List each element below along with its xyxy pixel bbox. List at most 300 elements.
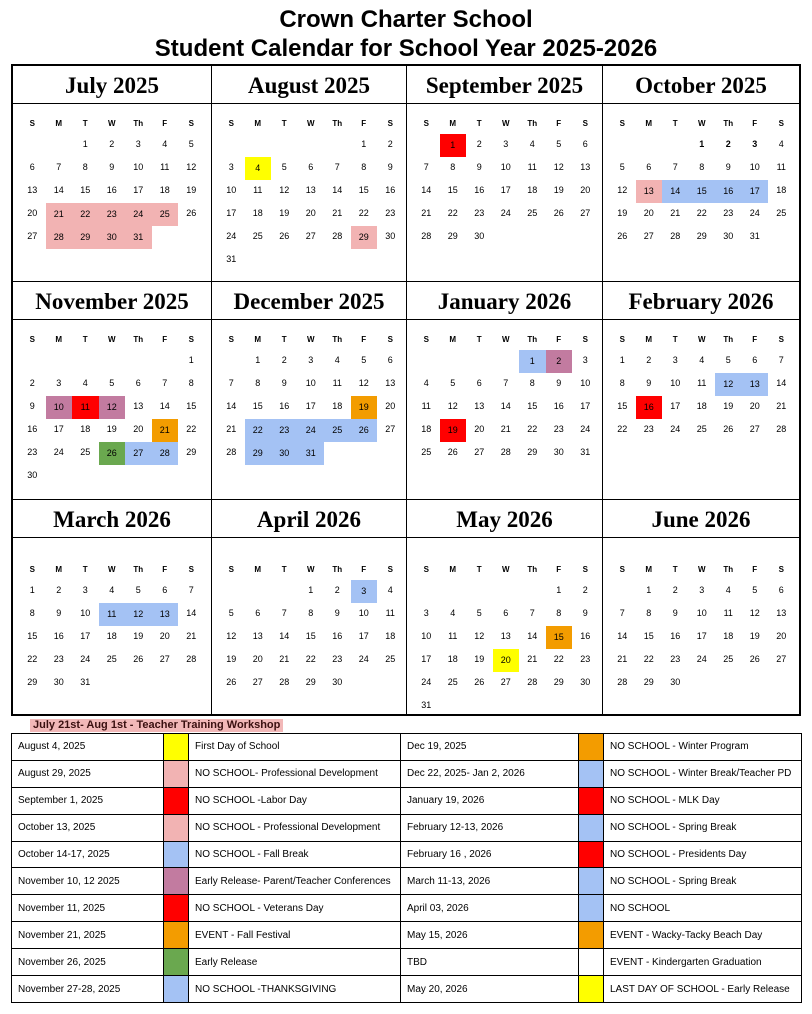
calendar-day: 18 [527,185,538,195]
calendar-day: 23 [27,447,38,457]
month-may-2026 [407,500,603,714]
calendar-day: 30 [670,677,681,687]
calendar-day: 23 [271,419,298,442]
weekday-label: S [778,565,784,574]
calendar-day: 18 [252,208,263,218]
legend-date: November 27-28, 2025 [12,976,164,1003]
weekday-label: Th [723,119,734,128]
calendar-day: 27 [643,231,654,241]
calendar-day: 5 [752,585,758,595]
calendar-day: 18 [776,185,787,195]
calendar-day: 21 [421,208,432,218]
calendar-day: 21 [46,203,73,226]
weekday-label: Th [723,565,734,574]
calendar-day: 28 [226,447,237,457]
calendar-day: 9 [109,162,115,172]
legend-color-swatch [579,841,604,868]
calendar-day: 3 [503,139,509,149]
calendar-day: 28 [776,424,787,434]
calendar-day: 25 [252,231,263,241]
weekday-label: T [476,565,482,574]
calendar-day: 22 [643,654,654,664]
weekday-label: S [228,119,234,128]
calendar-day: 7 [162,378,168,388]
calendar-day: 20 [27,208,38,218]
legend-description: Early Release [189,949,401,976]
calendar-day: 28 [617,677,628,687]
legend-color-swatch [164,976,189,1003]
calendar-day: 29 [527,447,538,457]
calendar-day: 22 [553,654,564,664]
legend-date: May 15, 2026 [401,922,579,949]
calendar-day: 9 [582,608,588,618]
legend-color-swatch [164,868,189,895]
weekday-label: W [501,335,510,344]
weekday-label: M [645,565,653,574]
calendar-day: 17 [742,180,769,203]
month-title: June 2026 [603,500,799,538]
legend-date: August 4, 2025 [12,734,164,761]
calendar-day: 1 [29,585,35,595]
weekday-label: M [55,119,63,128]
calendar-day: 20 [580,185,591,195]
calendar-day: 24 [580,424,591,434]
legend-row [12,949,802,976]
calendar-day: 10 [696,608,707,618]
legend-description: NO SCHOOL - Professional Development [189,814,401,841]
calendar-day: 19 [723,401,734,411]
calendar-day: 7 [334,162,340,172]
legend-date: October 14-17, 2025 [12,841,164,868]
legend-row [12,734,802,761]
calendar-day: 23 [723,208,734,218]
month-title: November 2025 [13,282,211,320]
calendar-day: 17 [670,401,681,411]
legend-date: April 03, 2026 [401,895,579,922]
legend-row [12,868,802,895]
month-title: April 2026 [212,500,406,538]
calendar-day: 24 [670,424,681,434]
legend-color-swatch [164,760,189,787]
calendar-day: 9 [281,378,287,388]
legend-color-swatch [579,976,604,1003]
calendar-day: 19 [106,424,117,434]
calendar-day: 15 [643,631,654,641]
legend-description: NO SCHOOL - Veterans Day [189,895,401,922]
calendar-day: 16 [474,185,485,195]
calendar-day: 22 [27,654,38,664]
calendar-day: 30 [332,677,343,687]
legend-color-swatch [164,787,189,814]
calendar-day: 26 [553,208,564,218]
month-title: January 2026 [407,282,602,320]
calendar-day: 1 [619,355,625,365]
calendar-day: 15 [27,631,38,641]
calendar-day: 20 [474,424,485,434]
calendar-day: 5 [725,355,731,365]
calendar-day: 8 [619,378,625,388]
calendar-day: 17 [696,631,707,641]
calendar-day: 24 [358,654,369,664]
calendar-day: 19 [553,185,564,195]
calendar-day: 23 [332,654,343,664]
calendar-day: 7 [56,162,62,172]
calendar-day: 8 [188,378,194,388]
calendar-day: 4 [162,139,168,149]
calendar-day: 10 [421,631,432,641]
calendar-day: 13 [580,162,591,172]
calendar-day: 25 [324,419,351,442]
calendar-day: 18 [385,631,396,641]
calendar-day: 29 [447,231,458,241]
calendar-day: 2 [56,585,62,595]
calendar-day: 10 [670,378,681,388]
calendar-day: 7 [188,585,194,595]
calendar-day: 1 [699,139,705,149]
calendar-day: 7 [778,355,784,365]
weekday-label: F [361,565,367,574]
calendar-day: 8 [699,162,705,172]
calendar-day: 19 [749,631,760,641]
month-title: August 2025 [212,66,406,104]
calendar-day: 30 [53,677,64,687]
legend-date: October 13, 2025 [12,814,164,841]
calendar-day: 13 [252,631,263,641]
calendar-day: 10 [80,608,91,618]
calendar-day: 29 [643,677,654,687]
legend-description: NO SCHOOL - Fall Break [189,841,401,868]
calendar-day: 28 [670,231,681,241]
calendar-day: 12 [226,631,237,641]
calendar-day: 18 [159,185,170,195]
legend-row [12,814,802,841]
calendar-day: 22 [617,424,628,434]
calendar-day: 9 [646,378,652,388]
weekday-label: S [619,335,625,344]
month-february-2026 [603,282,799,500]
month-december-2025 [212,282,407,500]
calendar-day: 26 [99,442,126,465]
calendar-day: 28 [500,447,511,457]
calendar-day: 14 [527,631,538,641]
calendar-day: 18 [696,401,707,411]
calendar-day: 17 [133,185,144,195]
calendar-day: 2 [387,139,393,149]
calendar-day: 27 [252,677,263,687]
calendar-day: 9 [387,162,393,172]
legend-color-swatch [164,814,189,841]
calendar-day: 8 [556,608,562,618]
month-april-2026 [212,500,407,714]
calendar-day: 8 [255,378,261,388]
calendar-day: 26 [474,677,485,687]
weekday-label: W [107,335,116,344]
calendar-day: 28 [421,231,432,241]
weekday-label: S [582,335,588,344]
calendar-day: 8 [450,162,456,172]
calendar-day: 10 [749,162,760,172]
calendar-day: 30 [553,447,564,457]
calendar-day: 21 [776,401,787,411]
weekday-label: Th [723,335,734,344]
calendar-day: 2 [334,585,340,595]
calendar-day: 15 [617,401,628,411]
calendar-day: 30 [580,677,591,687]
weekday-label: F [752,119,758,128]
calendar-day: 24 [421,677,432,687]
calendar-day: 30 [723,231,734,241]
calendar-day: 17 [226,208,237,218]
legend-color-swatch [579,814,604,841]
calendar-day: 21 [279,654,290,664]
month-title: December 2025 [212,282,406,320]
calendar-day: 25 [152,203,179,226]
calendar-day: 11 [421,401,431,411]
weekday-label: S [387,565,393,574]
weekday-label: S [619,119,625,128]
weekday-label: W [306,119,315,128]
calendar-day: 18 [80,424,91,434]
legend-description: EVENT - Kindergarten Graduation [604,949,802,976]
calendar-day: 29 [305,677,316,687]
calendar-day: 27 [776,654,787,664]
legend-date: November 10, 12 2025 [12,868,164,895]
calendar-day: 10 [305,378,316,388]
calendar-day: 15 [358,185,369,195]
calendar-day: 2 [281,355,287,365]
weekday-label: W [107,565,116,574]
calendar-day: 1 [308,585,314,595]
calendar-day: 31 [749,231,760,241]
calendar-day: 3 [582,355,588,365]
weekday-label: M [645,119,653,128]
calendar-day: 26 [133,654,144,664]
calendar-day: 18 [106,631,117,641]
month-title: May 2026 [407,500,602,538]
legend-description: NO SCHOOL [604,895,802,922]
weekday-label: T [672,565,678,574]
weekday-label: S [228,335,234,344]
calendar-day: 19 [474,654,485,664]
weekday-label: T [476,335,482,344]
calendar-day: 27 [749,424,760,434]
calendar-day: 23 [643,424,654,434]
calendar-day: 7 [423,162,429,172]
calendar-day: 6 [778,585,784,595]
calendar-day: 17 [53,424,64,434]
calendar-day: 27 [125,442,152,465]
calendar-day: 14 [776,378,787,388]
calendar-day: 21 [527,654,538,664]
calendar-day: 19 [186,185,197,195]
month-november-2025 [13,282,212,500]
calendar-day: 5 [361,355,367,365]
calendar-day: 10 [133,162,144,172]
calendar-day: 4 [109,585,115,595]
weekday-label: M [449,119,457,128]
calendar-day: 12 [715,373,742,396]
calendar-day: 11 [72,396,99,419]
calendar-day: 26 [351,419,378,442]
calendar-day: 31 [298,442,325,465]
calendar-day: 9 [725,162,731,172]
calendar-day: 17 [580,401,591,411]
calendar-day: 16 [580,631,591,641]
calendar-day: 8 [646,608,652,618]
weekday-label: T [672,335,678,344]
legend-color-swatch [579,949,604,976]
legend-date: November 11, 2025 [12,895,164,922]
calendar-day: 11 [776,162,786,172]
legend-date: February 12-13, 2026 [401,814,579,841]
calendar-day: 14 [421,185,432,195]
calendar-day: 3 [699,585,705,595]
calendar-day: 12 [553,162,564,172]
legend-description: NO SCHOOL - MLK Day [604,787,802,814]
calendar-day: 30 [474,231,485,241]
calendar-day: 15 [252,401,263,411]
calendar-day: 22 [358,208,369,218]
calendar-day: 12 [474,631,485,641]
legend-description: NO SCHOOL- Professional Development [189,760,401,787]
calendar-day: 16 [106,185,117,195]
calendar-day: 5 [281,162,287,172]
calendar-day: 21 [500,424,511,434]
calendar-day: 9 [476,162,482,172]
calendar-day: 22 [447,208,458,218]
calendar-day: 10 [226,185,237,195]
weekday-label: T [281,119,287,128]
calendar-day: 27 [580,208,591,218]
weekday-label: M [254,335,262,344]
calendar-day: 25 [696,424,707,434]
calendar-day: 13 [27,185,38,195]
month-august-2025 [212,66,407,282]
calendar-day: 16 [279,401,290,411]
calendar-day: 24 [298,419,325,442]
calendar-day: 17 [80,631,91,641]
calendar-day: 18 [421,424,432,434]
calendar-day: 22 [305,654,316,664]
calendar-day: 21 [152,419,179,442]
calendar-day: 8 [308,608,314,618]
calendar-day: 20 [252,654,263,664]
legend-description: NO SCHOOL - Winter Program [604,734,802,761]
month-july-2025 [13,66,212,282]
calendar-day: 16 [332,631,343,641]
calendar-day: 23 [53,654,64,664]
calendar-day: 12 [447,401,458,411]
calendar-day: 6 [308,162,314,172]
calendar-day: 13 [305,185,316,195]
calendar-day: 6 [255,608,261,618]
calendar-day: 28 [152,442,179,465]
weekday-label: F [752,565,758,574]
calendar-day: 18 [723,631,734,641]
legend-description: NO SCHOOL -Labor Day [189,787,401,814]
calendar-day: 22 [527,424,538,434]
calendar-day: 25 [421,447,432,457]
calendar-day: 31 [125,226,152,249]
calendar-day: 11 [385,608,395,618]
calendar-day: 1 [188,355,194,365]
calendar-day: 8 [29,608,35,618]
calendar-day: 15 [305,631,316,641]
weekday-label: Th [332,119,343,128]
calendar-day: 6 [135,378,141,388]
weekday-label: S [387,335,393,344]
calendar-day: 14 [226,401,237,411]
calendar-day: 29 [245,442,272,465]
legend-row [12,760,802,787]
calendar-day: 7 [503,378,509,388]
weekday-label: Th [332,335,343,344]
calendar-day: 24 [226,231,237,241]
calendar-day: 23 [474,208,485,218]
calendar-day: 13 [636,180,663,203]
calendar-day: 6 [162,585,168,595]
month-title: September 2025 [407,66,602,104]
calendar-day: 22 [72,203,99,226]
month-october-2025 [603,66,799,282]
calendar-day: 24 [53,447,64,457]
calendar-day: 1 [361,139,367,149]
calendar-day: 23 [580,654,591,664]
calendar-day: 4 [725,585,731,595]
weekday-label: S [778,119,784,128]
legend-description: Early Release- Parent/Teacher Conferences [189,868,401,895]
calendar-day: 27 [385,424,396,434]
weekday-label: Th [133,335,144,344]
weekday-label: W [501,119,510,128]
month-june-2026 [603,500,799,714]
calendar-day: 23 [670,654,681,664]
calendar-day: 9 [672,608,678,618]
calendar-day: 25 [80,447,91,457]
calendar-day: 6 [476,378,482,388]
calendar-day: 9 [29,401,35,411]
calendar-day: 27 [474,447,485,457]
calendar-day: 26 [749,654,760,664]
calendar-day: 20 [493,649,520,672]
weekday-label: M [449,335,457,344]
calendar-day: 31 [421,700,432,710]
calendar-day: 13 [474,401,485,411]
calendar-day: 20 [159,631,170,641]
calendar-day: 9 [556,378,562,388]
calendar-day: 1 [646,585,652,595]
calendar-day: 3 [56,378,62,388]
legend-color-swatch [579,895,604,922]
calendar-day: 28 [332,231,343,241]
calendar-day: 2 [109,139,115,149]
month-march-2026 [13,500,212,714]
calendar-day: 29 [553,677,564,687]
calendar-day: 4 [778,139,784,149]
legend-color-swatch [579,787,604,814]
weekday-label: F [162,119,168,128]
calendar-day: 19 [351,396,378,419]
legend-date: November 21, 2025 [12,922,164,949]
calendar-day: 31 [80,677,91,687]
weekday-label: T [82,119,88,128]
weekday-label: S [188,565,194,574]
calendar-day: 4 [334,355,340,365]
month-january-2026 [407,282,603,500]
calendar-day: 9 [56,608,62,618]
month-september-2025 [407,66,603,282]
weekday-label: S [423,335,429,344]
